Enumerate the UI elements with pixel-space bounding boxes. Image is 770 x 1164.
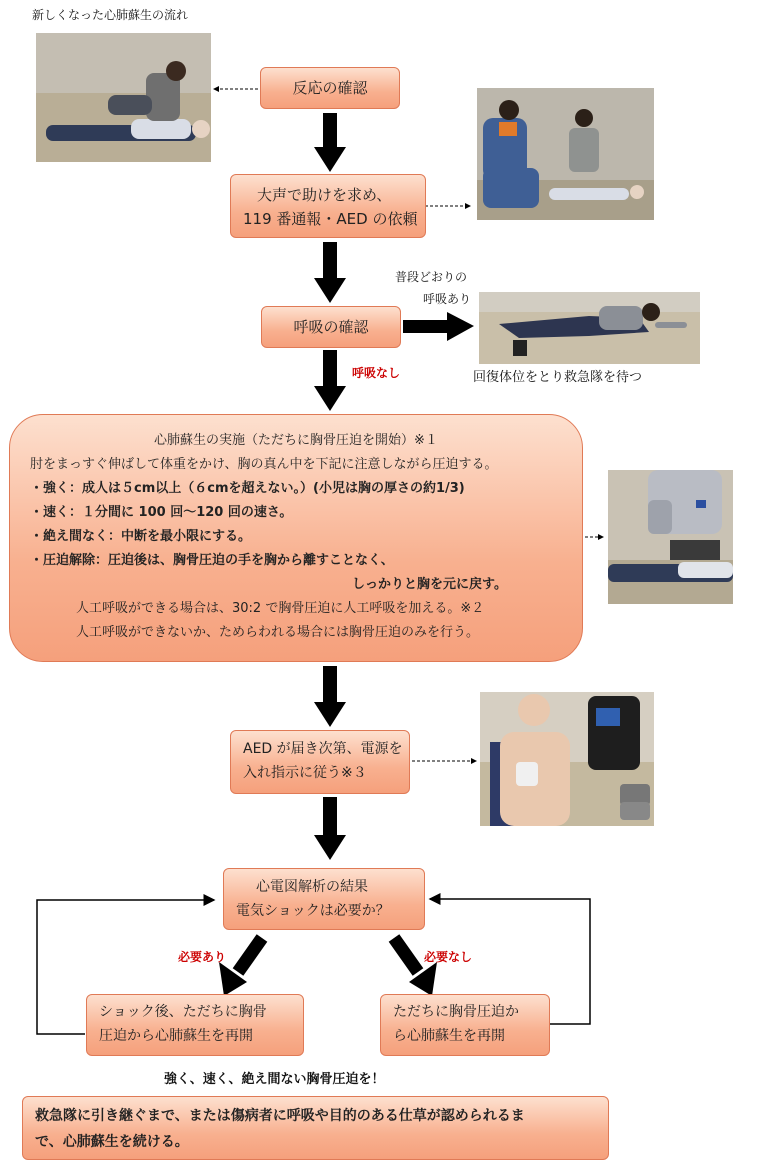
footer-note: 救急隊に引き継ぐまで、または傷病者に呼吸や目的のある仕草が認められるま で、心肺蘇生を続ける。 — [22, 1096, 609, 1160]
label-normal-breathing-1: 普段どおりの — [395, 270, 468, 284]
step-ecg-analysis: 心電図解析の結果 電気ショックは必要か？ — [223, 868, 425, 930]
step-check-response: 反応の確認 — [260, 67, 400, 109]
label-shock-not-needed: 必要なし — [424, 950, 473, 964]
down-arrow-3 — [314, 350, 346, 411]
step-call-help: 大声で助けを求め、 119 番通報・AED の依頼 — [230, 174, 426, 238]
down-arrow-5 — [314, 797, 346, 860]
diag-arrow-needed — [219, 938, 262, 996]
label-normal-breathing-2: 呼吸あり — [423, 292, 472, 306]
page-title: 新しくなった心肺蘇生の流れ — [32, 8, 189, 22]
down-arrow-2 — [314, 242, 346, 303]
step-no-shock: ただちに胸骨圧迫か ら心肺蘇生を再開 — [380, 994, 550, 1056]
label-shock-needed: 必要あり — [178, 950, 227, 964]
step-check-breathing: 呼吸の確認 — [261, 306, 401, 348]
right-arrow-recovery — [403, 312, 474, 341]
label-recovery-position: 回復体位をとり救急隊を待つ — [473, 370, 643, 385]
diag-arrow-not-needed — [394, 938, 437, 996]
down-arrow-4 — [314, 666, 346, 727]
down-arrow-1 — [314, 113, 346, 172]
label-no-breathing: 呼吸なし — [352, 366, 401, 380]
step-aed: AED が届き次第、電源を 入れ指示に従う※３ — [230, 730, 410, 794]
step-cpr: 心肺蘇生の実施（ただちに胸骨圧迫を開始）※１ 肘をまっすぐ伸ばして体重をかけ、胸の真ん中を下記に注意しながら圧迫する。 ・強く：成人は５cm以上（６cmを超えない。）(小児は胸の厚さの約1/3) ・速く：１分間に 100 回～120 回の速さ。 ・絶え間なく：中断を最小限にする。 ・圧迫解除：圧迫後は、胸骨圧迫の手を胸から離すことなく、 しっかりと胸を元に戻す。 人工呼吸ができる場合は、30:2 で胸骨圧迫に人工呼吸を加える。※２ 人工呼吸ができないか、ためらわれる場合には胸骨圧迫のみを行う。 — [9, 414, 583, 662]
step-after-shock: ショック後、ただちに胸骨 圧迫から心肺蘇生を再開 — [86, 994, 304, 1056]
slogan: 強く、速く、絶え間ない胸骨圧迫を！ — [164, 1072, 385, 1087]
